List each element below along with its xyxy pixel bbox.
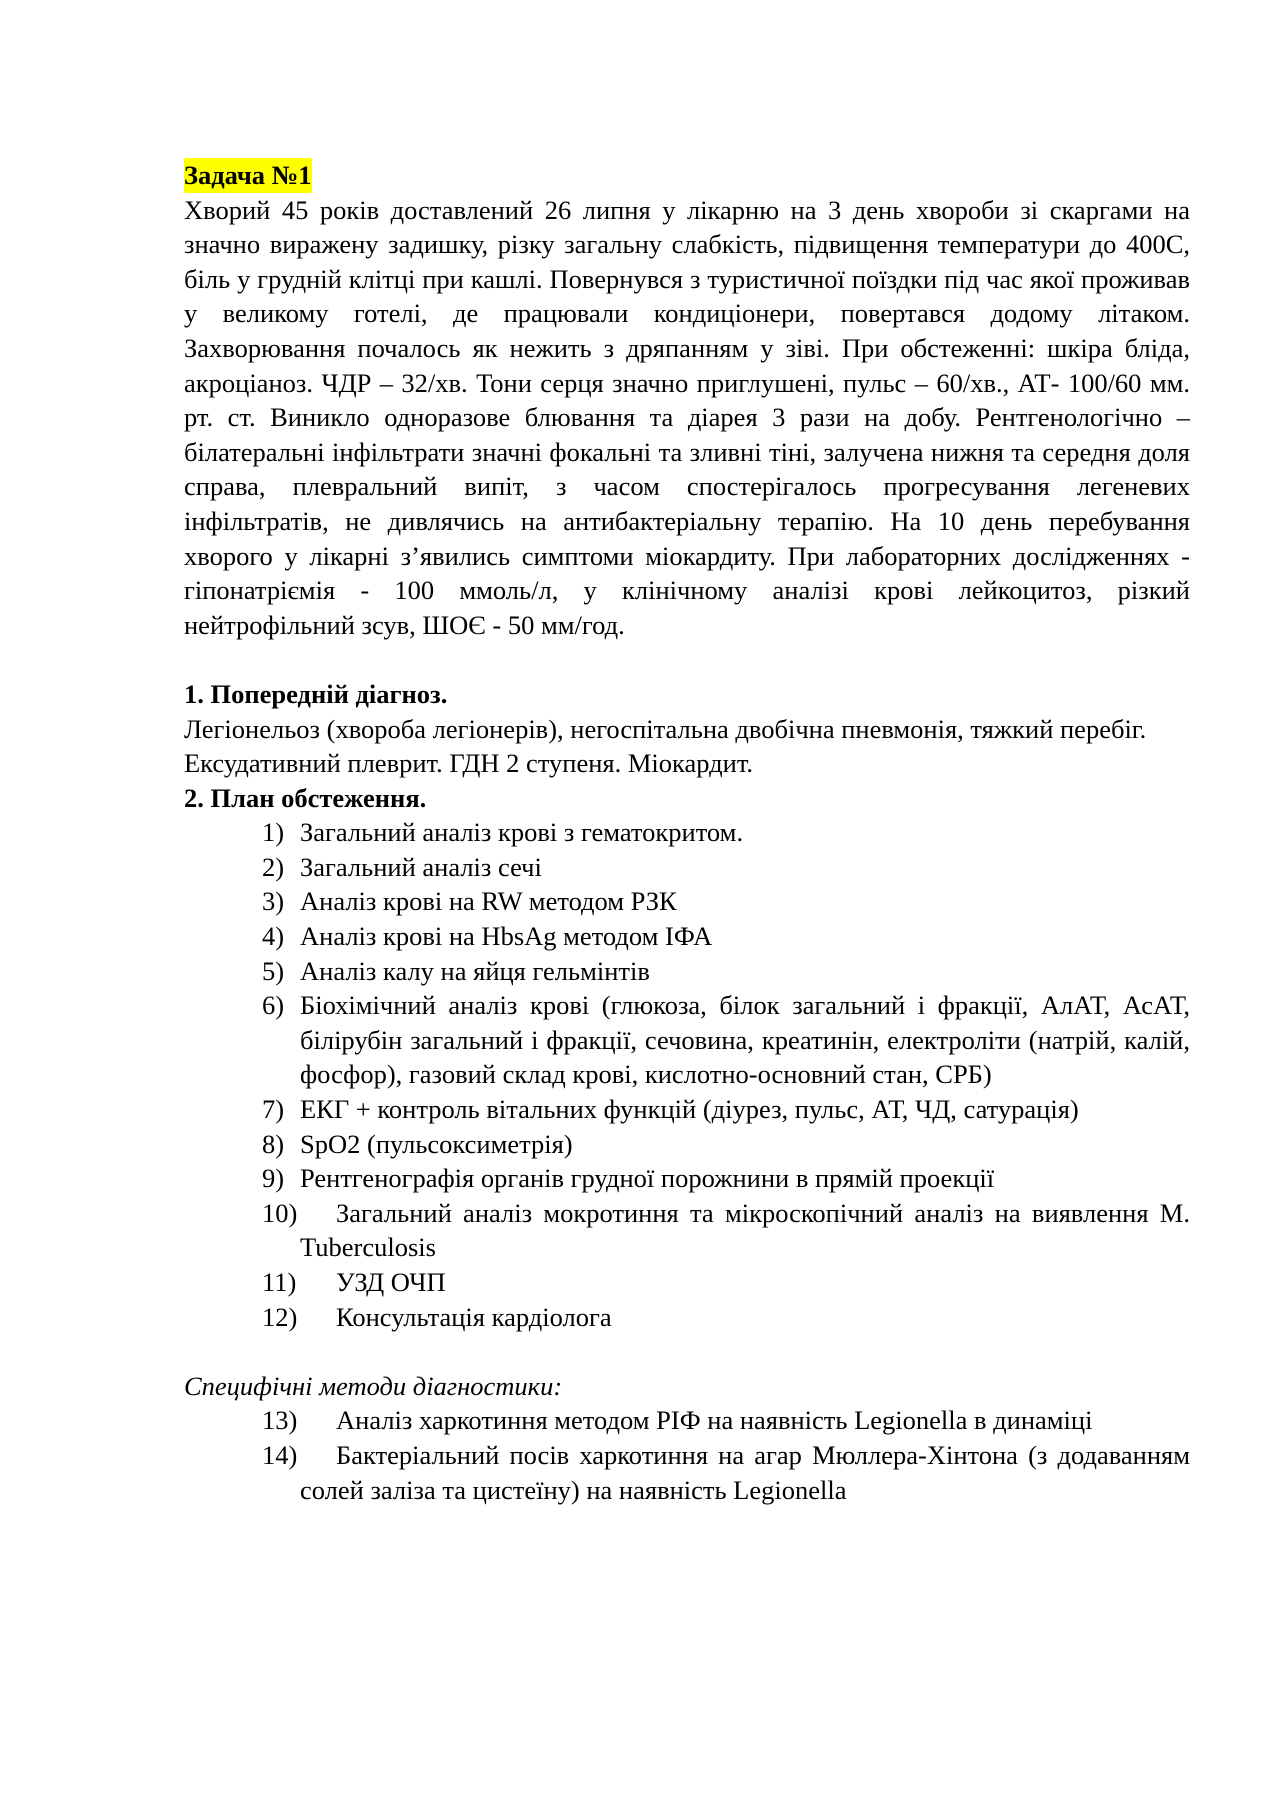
item-text: ЕКГ + контроль вітальних функцій (діурез, пульс, АТ, ЧД, сатурація)	[300, 1094, 1079, 1125]
item-number: 6)	[262, 990, 285, 1021]
list-item	[184, 1438, 1190, 1507]
item-text: УЗД ОЧП	[336, 1267, 446, 1297]
plan-heading: 2. План обстеження.	[184, 782, 427, 813]
item-number: 13)	[262, 1405, 298, 1436]
item-number: 7)	[262, 1094, 285, 1125]
item-number: 4)	[262, 921, 285, 952]
list-item	[184, 988, 1190, 1092]
item-text: Консультація кардіолога	[336, 1301, 612, 1332]
specific-list	[184, 1403, 1190, 1507]
document-page	[184, 158, 1190, 1507]
item-number: 1)	[262, 817, 285, 848]
specific-heading: Специфічні методи діагностики:	[184, 1370, 563, 1401]
list-item	[184, 1161, 1190, 1196]
item-text: Загальний аналіз крові з гематокритом.	[300, 817, 744, 848]
spacer	[184, 1334, 1190, 1369]
item-number: 8)	[262, 1128, 285, 1159]
item-number: 10)	[262, 1197, 298, 1228]
list-item	[184, 1265, 1190, 1300]
spacer	[184, 642, 1190, 677]
task-description: Хворий 45 років доставлений 26 липня у лікарню на 3 день хвороби зі скаргами на значно виражену задишку, різку загальну слабкість, підвищення температури до 400С, біль у грудній клітці при кашлі. Повернувся з туристичної поїздки під час якої проживав у великому готелі, де працювали кондиціонери, повертався додому літаком. Захворювання почалось як нежить з дряпанням у зіві. При обстеженні: шкіра бліда, акроціаноз. ЧДР – 32/хв. Тони серця значно приглушені, пульс – 60/хв., АТ- 100/60 мм. рт. ст. Виникло одноразове блювання та діарея 3 рази на добу. Рентгенологічно – білатеральні інфільтрати значні фокальні та зливні тіні, залучена нижня та середня доля справа, плевральний випіт, з часом спостерігалось прогресування легеневих інфільтратів, не дивлячись на антибактеріальну терапію. На 10 день перебування хворого у лікарні з’явились симптоми міокардиту. При лабораторних дослідженнях - гіпонатріємія - 100 ммоль/л, у клінічному аналізі крові лейкоцитоз, різкий нейтрофільний зсув, ШОЄ - 50 мм/год.	[184, 194, 1190, 640]
item-text: Загальний аналіз сечі	[300, 851, 542, 882]
item-number: 2)	[262, 851, 285, 882]
item-number: 12)	[262, 1301, 298, 1332]
list-item	[184, 954, 1190, 989]
list-item	[184, 1127, 1190, 1162]
item-number: 3)	[262, 886, 285, 917]
item-text: Рентгенографія органів грудної порожнини в прямій проекції	[300, 1163, 995, 1194]
item-text: Аналіз крові на RW методом РЗК	[300, 886, 677, 917]
item-text: Аналіз калу на яйця гельмінтів	[300, 955, 650, 986]
list-item	[184, 1403, 1190, 1438]
item-text: SpO2 (пульсоксиметрія)	[300, 1128, 573, 1159]
list-item	[184, 1092, 1190, 1127]
list-item	[184, 850, 1190, 885]
list-item	[184, 1300, 1190, 1335]
item-text: Біохімічний аналіз крові (глюкоза, білок загальний і фракції, АлАТ, АсАТ, білірубін загальний і фракції, сечовина, креатинін, електроліти (натрій, калій, фосфор), газовий склад крові, кислотно-основний стан, СРБ)	[300, 990, 1190, 1090]
diagnosis-text: Легіонельоз (хвороба легіонерів), негоспітальна двобічна пневмонія, тяжкий перебіг. Ексудативний плеврит. ГДН 2 ступеня. Міокардит.	[184, 713, 1147, 779]
item-text: Бактеріальний посів харкотиння на агар Мюллера-Хінтона (з додаванням солей заліза та цистеїну) на наявність Legionella	[300, 1439, 1190, 1505]
list-item	[184, 884, 1190, 919]
item-text: Аналіз харкотиння методом РІФ на наявність Legionella в динаміці	[336, 1405, 1093, 1436]
item-number: 14)	[262, 1439, 298, 1470]
diagnosis-heading: 1. Попередній діагноз.	[184, 678, 448, 709]
task-title: Задача №1	[184, 158, 312, 193]
list-item	[184, 919, 1190, 954]
item-text: Аналіз крові на HbsAg методом ІФА	[300, 921, 713, 952]
item-number: 11)	[262, 1267, 297, 1297]
item-number: 5)	[262, 955, 285, 986]
item-text: Загальний аналіз мокротиння та мікроскопічний аналіз на виявлення M. Tuberculosis	[300, 1197, 1190, 1263]
plan-list	[184, 815, 1190, 1334]
list-item	[184, 1196, 1190, 1265]
list-item	[184, 815, 1190, 850]
item-number: 9)	[262, 1163, 285, 1194]
